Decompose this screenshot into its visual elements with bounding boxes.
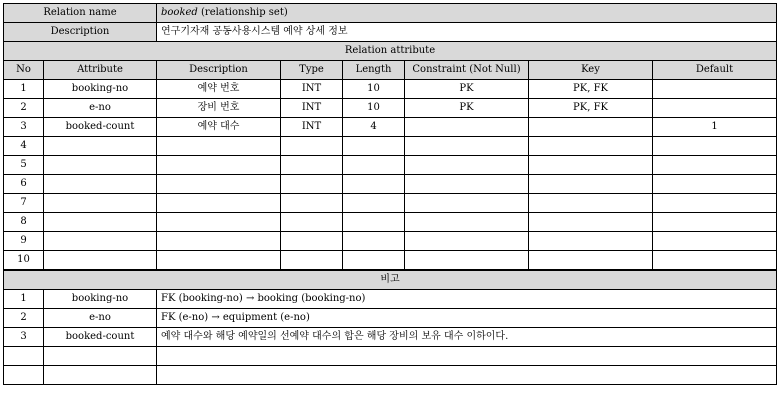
- note-no: 3: [4, 328, 44, 347]
- row-description: [157, 137, 281, 156]
- note-attribute: booking-no: [44, 290, 157, 309]
- row-attribute: booking-no: [44, 80, 157, 99]
- row-default: [653, 251, 777, 271]
- row-no: 3: [4, 118, 44, 137]
- row-no: 6: [4, 175, 44, 194]
- row-key: PK, FK: [529, 80, 653, 99]
- row-constraint: [405, 156, 529, 175]
- row-type: [281, 213, 343, 232]
- note-no: 1: [4, 290, 44, 309]
- row-type: [281, 156, 343, 175]
- row-no: 10: [4, 251, 44, 271]
- relation-attribute-title: Relation attribute: [4, 42, 777, 61]
- row-constraint: [405, 194, 529, 213]
- row-no: 7: [4, 194, 44, 213]
- relation-name-value: booked: [161, 7, 198, 18]
- row-type: [281, 251, 343, 271]
- row-description: 장비 번호: [157, 99, 281, 118]
- row-constraint: [405, 137, 529, 156]
- column-header-type: Type: [281, 61, 343, 80]
- row-length: [343, 137, 405, 156]
- row-description: 예약 대수: [157, 118, 281, 137]
- row-default: [653, 232, 777, 251]
- note-row: [4, 347, 777, 366]
- row-attribute: [44, 232, 157, 251]
- note-text: [157, 347, 777, 366]
- row-type: INT: [281, 99, 343, 118]
- row-constraint: PK: [405, 80, 529, 99]
- note-text: FK (e-no) → equipment (e-no): [157, 309, 777, 328]
- row-length: [343, 175, 405, 194]
- row-constraint: PK: [405, 99, 529, 118]
- row-no: 8: [4, 213, 44, 232]
- row-attribute: e-no: [44, 99, 157, 118]
- row-key: [529, 137, 653, 156]
- row-length: [343, 232, 405, 251]
- row-key: PK, FK: [529, 99, 653, 118]
- row-constraint: [405, 175, 529, 194]
- note-row: [4, 309, 777, 328]
- relation-name-value-cell: [157, 4, 777, 23]
- row-key: [529, 232, 653, 251]
- row-key: [529, 175, 653, 194]
- table-row: [4, 80, 777, 99]
- row-default: 1: [653, 118, 777, 137]
- row-default: [653, 99, 777, 118]
- row-type: [281, 137, 343, 156]
- description-row: [4, 23, 777, 42]
- table-row: [4, 213, 777, 232]
- row-attribute: [44, 175, 157, 194]
- row-no: 4: [4, 137, 44, 156]
- row-default: [653, 137, 777, 156]
- relation-name-row: [4, 4, 777, 23]
- row-description: [157, 251, 281, 271]
- row-length: [343, 156, 405, 175]
- relation-attribute-title-row: [4, 42, 777, 61]
- relation-name-label: Relation name: [4, 4, 157, 23]
- row-key: [529, 156, 653, 175]
- table-row: [4, 232, 777, 251]
- row-length: [343, 213, 405, 232]
- note-attribute: e-no: [44, 309, 157, 328]
- column-header-default: Default: [653, 61, 777, 80]
- column-header-key: Key: [529, 61, 653, 80]
- row-attribute: [44, 213, 157, 232]
- row-default: [653, 213, 777, 232]
- row-description: [157, 213, 281, 232]
- row-no: 1: [4, 80, 44, 99]
- row-length: 4: [343, 118, 405, 137]
- table-row: [4, 137, 777, 156]
- row-length: [343, 251, 405, 271]
- notes-title: 비고: [4, 270, 777, 290]
- row-type: [281, 232, 343, 251]
- note-no: 2: [4, 309, 44, 328]
- row-key: [529, 251, 653, 271]
- row-key: [529, 213, 653, 232]
- description-label: Description: [4, 23, 157, 42]
- column-header-attribute: Attribute: [44, 61, 157, 80]
- row-no: 9: [4, 232, 44, 251]
- row-attribute: [44, 251, 157, 271]
- note-row: [4, 328, 777, 347]
- note-attribute: [44, 366, 157, 385]
- table-row: [4, 194, 777, 213]
- row-default: [653, 80, 777, 99]
- note-attribute: booked-count: [44, 328, 157, 347]
- table-row: [4, 118, 777, 137]
- note-row: [4, 290, 777, 309]
- row-description: [157, 232, 281, 251]
- row-length: 10: [343, 99, 405, 118]
- column-header-length: Length: [343, 61, 405, 80]
- row-length: 10: [343, 80, 405, 99]
- note-no: [4, 347, 44, 366]
- row-constraint: [405, 232, 529, 251]
- column-header-row: [4, 61, 777, 80]
- table-row: [4, 156, 777, 175]
- column-header-no: No: [4, 61, 44, 80]
- row-description: [157, 156, 281, 175]
- row-default: [653, 156, 777, 175]
- relation-table: [3, 3, 777, 385]
- row-attribute: [44, 137, 157, 156]
- row-length: [343, 194, 405, 213]
- row-constraint: [405, 213, 529, 232]
- row-attribute: [44, 156, 157, 175]
- row-constraint: [405, 118, 529, 137]
- note-text: FK (booking-no) → booking (booking-no): [157, 290, 777, 309]
- row-type: [281, 194, 343, 213]
- note-text: [157, 366, 777, 385]
- relation-name-suffix: (relationship set): [197, 7, 288, 18]
- note-row: [4, 366, 777, 385]
- row-key: [529, 194, 653, 213]
- row-default: [653, 194, 777, 213]
- column-header-constraint: Constraint (Not Null): [405, 61, 529, 80]
- row-description: 예약 번호: [157, 80, 281, 99]
- row-default: [653, 175, 777, 194]
- column-header-description: Description: [157, 61, 281, 80]
- table-row: [4, 99, 777, 118]
- row-type: INT: [281, 80, 343, 99]
- row-description: [157, 175, 281, 194]
- table-row: [4, 251, 777, 271]
- row-constraint: [405, 251, 529, 271]
- row-attribute: booked-count: [44, 118, 157, 137]
- row-attribute: [44, 194, 157, 213]
- table-row: [4, 175, 777, 194]
- notes-title-row: [4, 270, 777, 290]
- description-value: 연구기자재 공동사용시스템 예약 상세 정보: [157, 23, 777, 42]
- note-text: 예약 대수와 해당 예약일의 선예약 대수의 합은 해당 장비의 보유 대수 이하이다.: [157, 328, 777, 347]
- row-description: [157, 194, 281, 213]
- note-no: [4, 366, 44, 385]
- row-type: [281, 175, 343, 194]
- row-no: 2: [4, 99, 44, 118]
- row-key: [529, 118, 653, 137]
- row-no: 5: [4, 156, 44, 175]
- note-attribute: [44, 347, 157, 366]
- row-type: INT: [281, 118, 343, 137]
